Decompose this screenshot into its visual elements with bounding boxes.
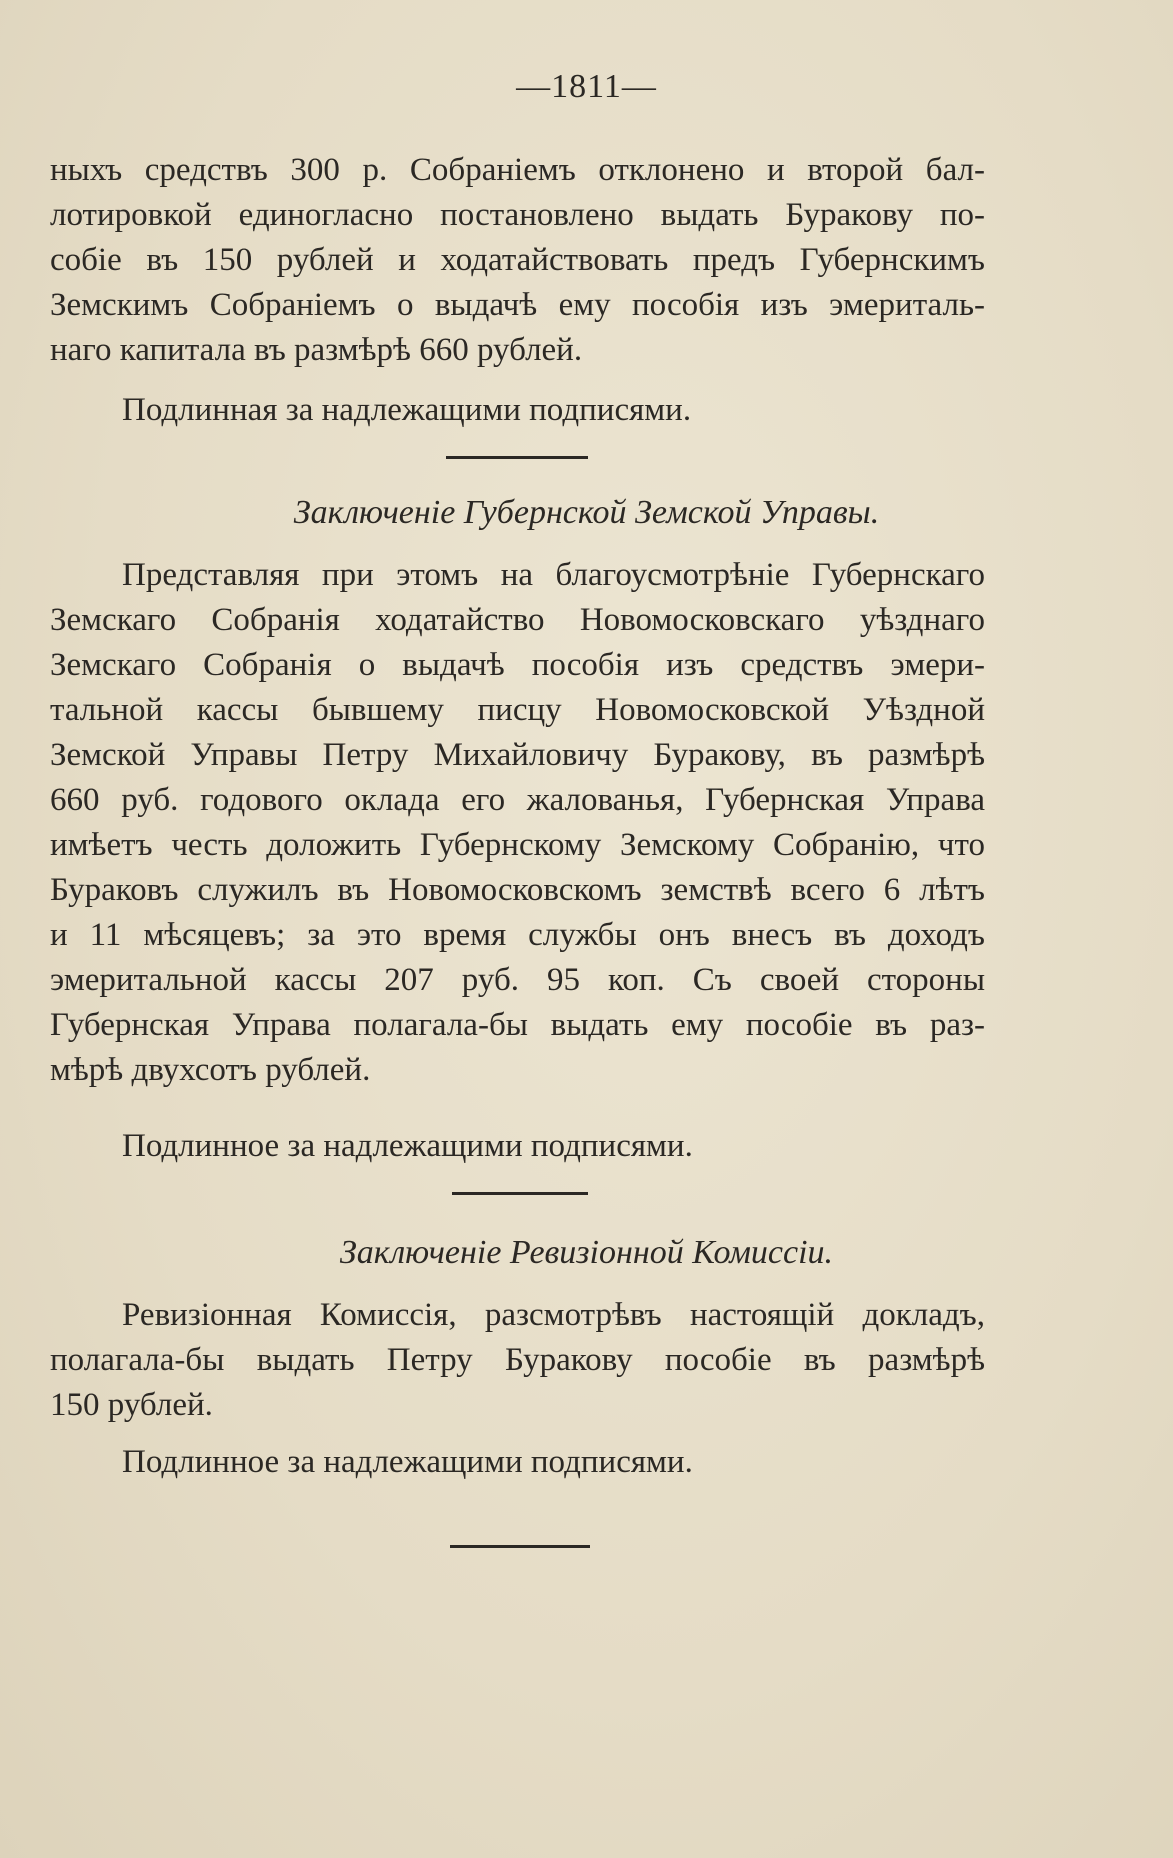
signature-3: Подлинное за надлежащими подписями. (122, 1444, 693, 1480)
paragraph-line: Земскаго Собранія ходатайство Новомосковскаго уѣзднаго (50, 602, 985, 638)
signature-2: Подлинное за надлежащими подписями. (122, 1128, 693, 1164)
paragraph-line: полагала-бы выдать Петру Буракову пособіе въ размѣрѣ (50, 1342, 985, 1378)
heading-audit-commission: Заключеніе Ревизіонной Комиссіи. (339, 1234, 834, 1271)
paragraph-2 (50, 553, 985, 1093)
paragraph-line: лотировкой единогласно постановлено выдать Буракову по- (50, 197, 985, 233)
page-number: —1811— (516, 68, 657, 105)
paragraph-line: 660 руб. годового оклада его жалованья, Губернская Управа (50, 782, 985, 818)
paragraph-line: имѣетъ честь доложить Губернскому Земскому Собранію, что (50, 827, 985, 863)
paragraph-line: Губернская Управа полагала-бы выдать ему пособіе въ раз- (50, 1007, 985, 1043)
paragraph-line: ныхъ средствъ 300 р. Собраніемъ отклонено и второй бал- (50, 152, 985, 188)
paragraph-line: наго капитала въ размѣрѣ 660 рублей. (50, 332, 583, 368)
paragraph-line: тальной кассы бывшему писцу Новомосковской Уѣздной (50, 692, 985, 728)
paragraph-line: Ревизіонная Комиссія, разсмотрѣвъ настоящій докладъ, (122, 1297, 985, 1333)
paragraph-line: Земской Управы Петру Михайловичу Буракову, въ размѣрѣ (50, 737, 985, 773)
divider-rule (446, 456, 588, 459)
paragraph-line: и 11 мѣсяцевъ; за это время службы онъ внесъ въ доходъ (50, 917, 985, 953)
paragraph-line: Земскимъ Собраніемъ о выдачѣ ему пособія изъ эмериталь- (50, 287, 985, 323)
paragraph-line: Представляя при этомъ на благоусмотрѣніе Губернскаго (122, 557, 985, 593)
paragraph-3 (50, 1293, 985, 1428)
paragraph-line: Бураковъ служилъ въ Новомосковскомъ земствѣ всего 6 лѣтъ (50, 872, 985, 908)
paragraph-line: 150 рублей. (50, 1387, 213, 1423)
paragraph-line: собіе въ 150 рублей и ходатайствовать предъ Губернскимъ (50, 242, 985, 278)
paragraph-line: эмеритальной кассы 207 руб. 95 коп. Съ своей стороны (50, 962, 985, 998)
divider-rule (452, 1192, 588, 1195)
divider-rule (450, 1545, 590, 1548)
paragraph-line: мѣрѣ двухсотъ рублей. (50, 1052, 371, 1088)
signature-1: Подлинная за надлежащими подписями. (122, 392, 692, 428)
paragraph-line: Земскаго Собранія о выдачѣ пособія изъ средствъ эмери- (50, 647, 985, 683)
heading-provincial-board: Заключеніе Губернской Земской Управы. (293, 494, 880, 531)
paragraph-1 (50, 148, 985, 373)
